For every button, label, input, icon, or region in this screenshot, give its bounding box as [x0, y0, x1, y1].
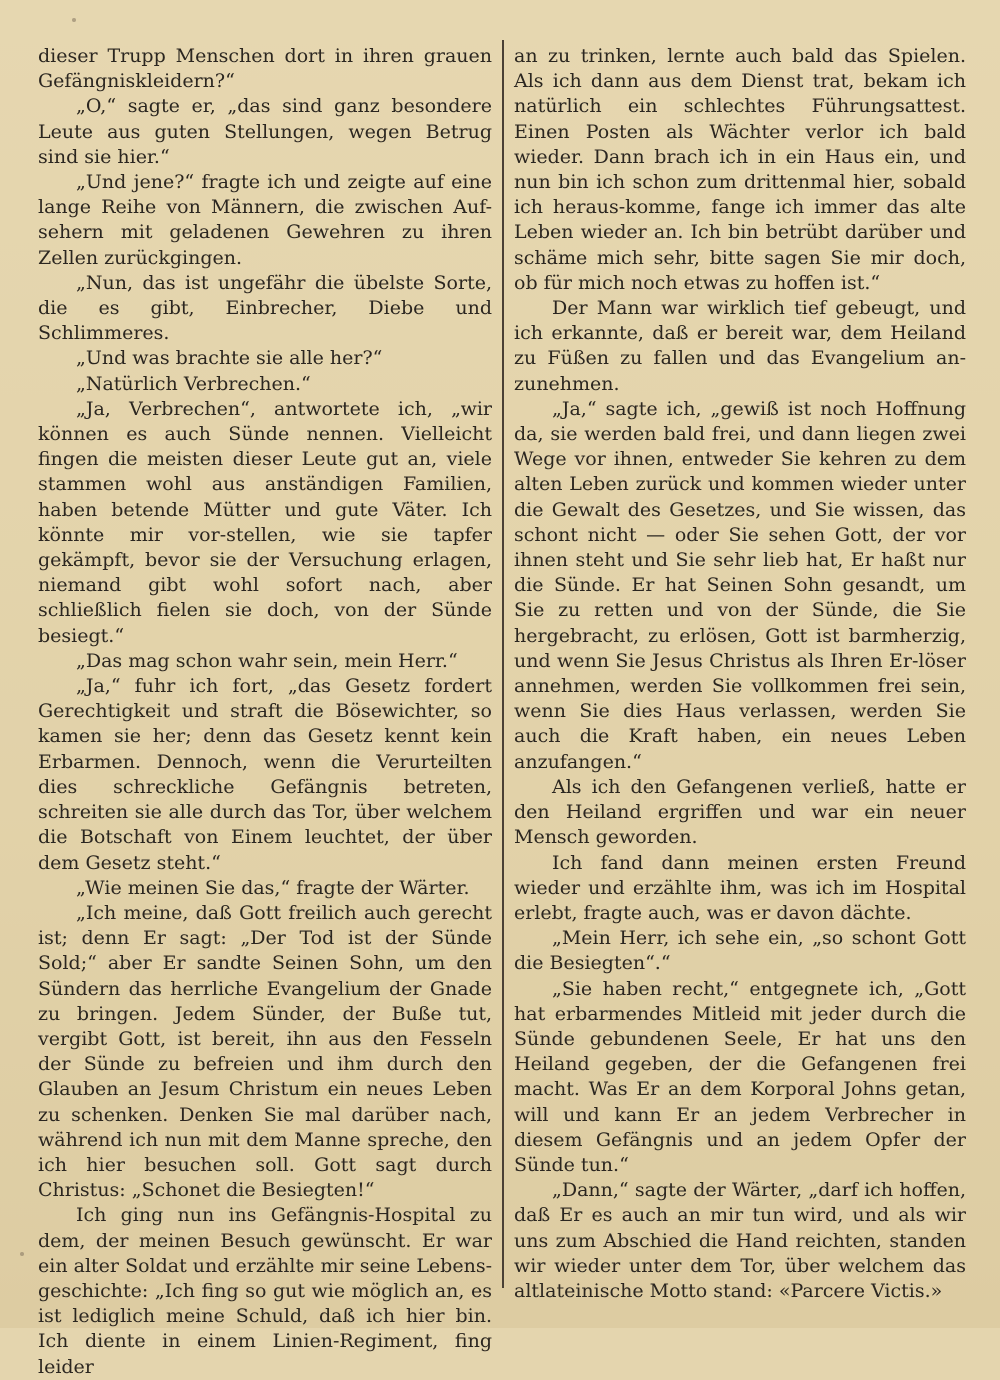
- paragraph: Als ich den Gefangenen verließ, hatte er den Heiland ergriffen und war ein neuer Mensch geworden.: [514, 775, 966, 849]
- paragraph: „Und jene?“ fragte ich und zeigte auf eine lange Reihe von Männern, die zwischen Auf-sehern mit geladenen Gewehren zu ihren Zellen zurückgingen.: [38, 171, 492, 269]
- paragraph: „Sie haben recht,“ entgegnete ich, „Gott hat erbarmendes Mitleid mit jeder durch die Sünde gebundenen Seele, Er hat uns den Heiland gegeben, der die Gefangenen frei macht. Was Er an dem Korporal Johns getan, will und kann Er an jedem Verbrecher in diesem Gefängnis und an jedem Opfer der Sünde tun.“: [514, 977, 966, 1176]
- paragraph: „Wie meinen Sie das,“ fragte der Wärter.: [76, 876, 470, 899]
- paragraph: an zu trinken, lernte auch bald das Spielen. Als ich dann aus dem Dienst trat, bekam ich natürlich ein schlechtes Führungsattest. Einen Posten als Wächter verlor ich bald wieder. Dann brach ich in ein Haus ein, und nun bin ich schon zum drittenmal hier, sobald ich heraus-komme, fange ich immer das alte Leben wieder an. Ich bin betrübt darüber und schäme mich sehr, bitte sagen Sie mir doch, ob für mich noch etwas zu hoffen ist.“: [514, 45, 966, 294]
- paragraph: Ich ging nun ins Gefängnis-Hospital zu dem, der meinen Besuch gewünscht. Er war ein alter Soldat und erzählte mir seine Lebens-geschichte: „Ich fing so gut wie möglich an, es ist lediglich meine Schuld, daß ich hier bin. Ich diente in einem Linien-Regiment, fing leider: [38, 1204, 492, 1378]
- left-column: [38, 44, 492, 1378]
- paragraph: „Ja,“ sagte ich, „gewiß ist noch Hoffnung da, sie werden bald frei, und dann liegen zwei Wege vor ihnen, entweder Sie kehren zu dem alten Leben zurück und kommen wieder unter die Gewalt des Gesetzes, und Sie wissen, das schont nicht — oder Sie sehen Gott, der vor ihnen steht und Sie sehr lieb hat, Er haßt nur die Sünde. Er hat Seinen Sohn gesandt, um Sie zu retten und von der Sünde, die Sie hergebracht, zu erlösen, Gott ist barmherzig, und wenn Sie Jesus Christus als Ihren Er-löser annehmen, werden Sie vollkommen frei sein, wenn Sie dies Haus verlassen, werden Sie auch die Kraft haben, ein neues Leben anzufangen.“: [514, 397, 966, 773]
- paragraph: „Ich meine, daß Gott freilich auch gerecht ist; denn Er sagt: „Der Tod ist der Sünde Sold;“ aber Er sandte Seinen Sohn, um den Sündern das herrliche Evangelium der Gnade zu bringen. Jedem Sünder, der Buße tut, vergibt Gott, ist bereit, ihn aus den Fesseln der Sünde zu befreien und ihm durch den Glauben an Jesum Christum ein neues Leben zu schenken. Denken Sie mal darüber nach, während ich nun mit dem Manne spreche, den ich hier besuchen soll. Gott sagt durch Christus: „Schonet die Besiegten!“: [38, 901, 492, 1202]
- paragraph: „Dann,“ sagte der Wärter, „darf ich hoffen, daß Er es auch an mir tun wird, und als wir uns zum Abschied die Hand reichten, standen wir wieder unter dem Tor, über welchem das altlateinische Motto stand: «Parcere Victis.»: [514, 1179, 966, 1302]
- column-divider: [502, 40, 504, 1288]
- paper-speck: [72, 18, 76, 22]
- paragraph: „Das mag schon wahr sein, mein Herr.“: [76, 649, 458, 672]
- paragraph: „Mein Herr, ich sehe ein, „so schont Gott die Besiegten“.“: [514, 927, 966, 975]
- paragraph: „O,“ sagte er, „das sind ganz besondere Leute aus guten Stellungen, wegen Betrug sind sie hier.“: [38, 95, 492, 168]
- paragraph: „Nun, das ist ungefähr die übelste Sorte, die es gibt, Einbrecher, Diebe und Schlimmeres.: [38, 271, 492, 345]
- paragraph: „Ja, Verbrechen“, antwortete ich, „wir können es auch Sünde nennen. Vielleicht fingen die meisten dieser Leute gut an, viele stammen wohl aus anständigen Familien, haben betende Mütter und gute Väter. Ich könnte mir vor-stellen, wie sie tapfer gekämpft, bevor sie der Versuchung erlagen, niemand gibt wohl sofort nach, aber schließlich fielen sie doch, von der Sünde besiegt.“: [38, 397, 492, 647]
- paper-speck: [20, 1252, 24, 1256]
- paragraph: „Natürlich Verbrechen.“: [76, 372, 311, 395]
- paragraph: „Ja,“ fuhr ich fort, „das Gesetz fordert Gerechtigkeit und straft die Bösewichter, so kamen sie her; denn das Gesetz kennt kein Erbarmen. Dennoch, wenn die Verurteilten dies schreckliche Gefängnis betreten, schreiten sie alle durch das Tor, über welchem die Botschaft von Einem leuchtet, der über dem Gesetz steht.“: [38, 675, 492, 874]
- paragraph: dieser Trupp Menschen dort in ihren grauen Gefängniskleidern?“: [38, 45, 492, 93]
- right-column: [514, 44, 966, 1302]
- paragraph: Der Mann war wirklich tief gebeugt, und ich erkannte, daß er bereit war, dem Heiland zu Füßen zu fallen und das Evangelium an-zunehmen.: [514, 297, 966, 395]
- paragraph: Ich fand dann meinen ersten Freund wieder und erzählte ihm, was ich im Hospital erlebt, fragte auch, was er davon dächte.: [514, 851, 966, 924]
- paragraph: „Und was brachte sie alle her?“: [76, 347, 383, 370]
